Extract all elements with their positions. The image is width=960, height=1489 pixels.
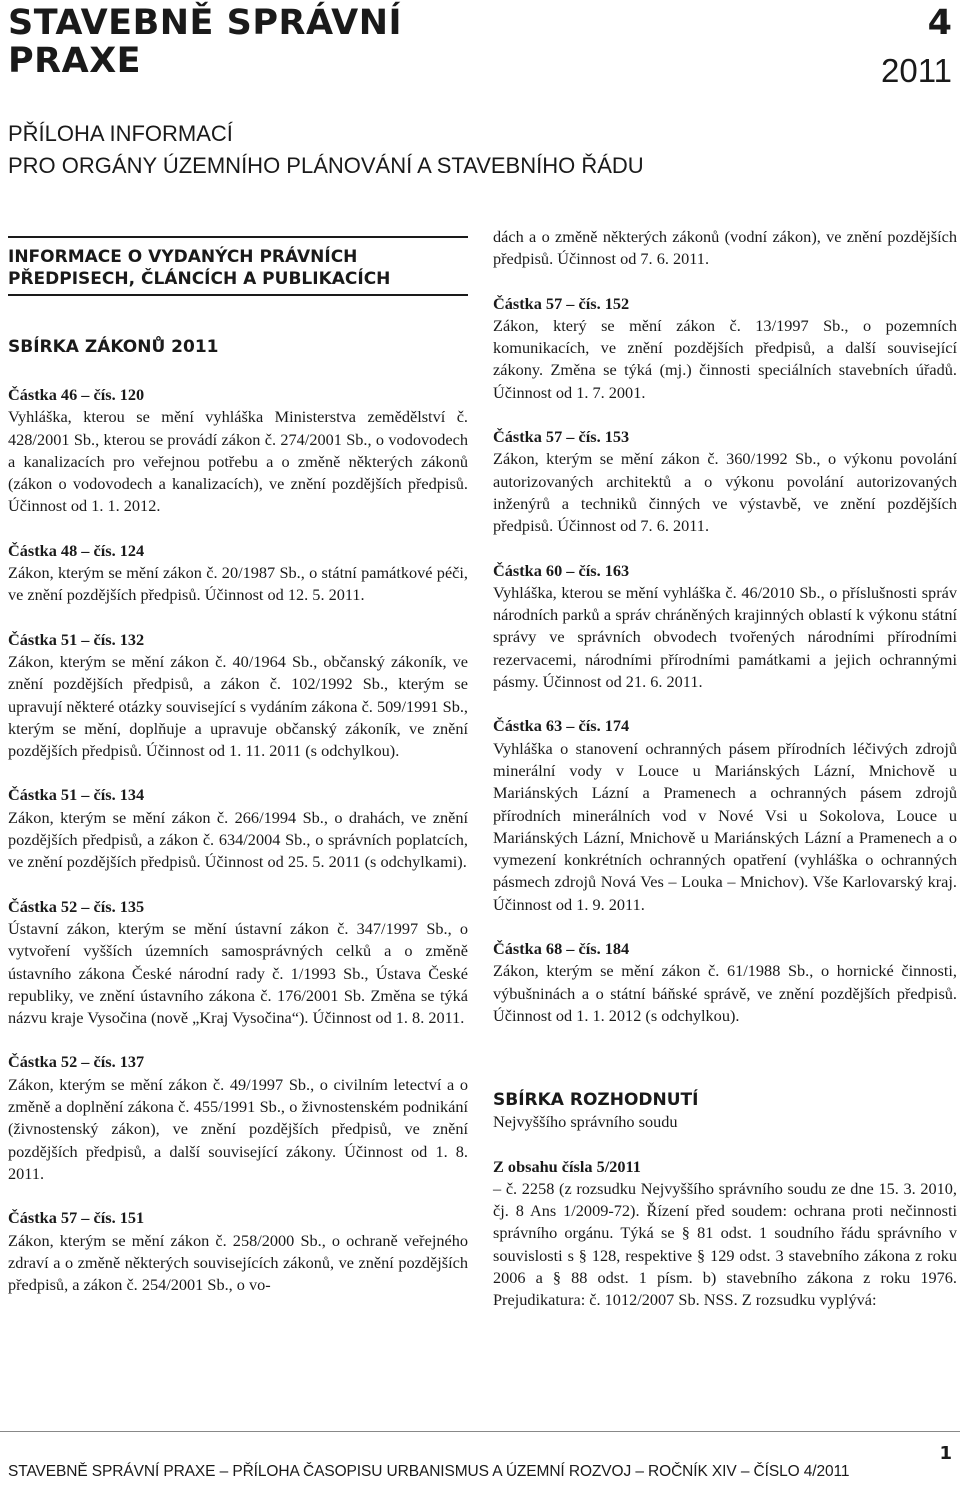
- box-heading-line1: INFORMACE O VYDANÝCH PRÁVNÍCH: [8, 247, 358, 267]
- subtitle-line1: PŘÍLOHA INFORMACÍ: [8, 121, 233, 146]
- entry-heading: Částka 51 – čís. 134: [8, 785, 145, 805]
- entry: [8, 1051, 468, 1185]
- entry: [8, 384, 468, 518]
- entry: [493, 1156, 957, 1312]
- entry: [493, 426, 957, 537]
- entry-body: Zákon, kterým se mění zákon č. 49/1997 Sb., o civilním letectví a o změně a doplnění zákona č. 455/1991 Sb., o živnostenském podnikání (živnostenský zákon), ve znění pozdějších předpisů, ve znění pozdějších předpisů, a další související zákony. Účinnost od 1. 8. 2011.: [8, 1074, 468, 1183]
- entry-heading: Z obsahu čísla 5/2011: [493, 1156, 641, 1176]
- entry: [493, 560, 957, 694]
- page-number: 1: [939, 1443, 952, 1464]
- entry: [8, 629, 468, 763]
- section-heading-sbirka-rozhodnuti: SBÍRKA ROZHODNUTÍ: [493, 1090, 699, 1111]
- entry-heading: Částka 48 – čís. 124: [8, 540, 145, 560]
- entry-body: Zákon, kterým se mění zákon č. 40/1964 Sb., občanský zákoník, ve znění pozdějších předpisů, a zákon č. 102/1992 Sb., kterým se upravují některé otázky související s vydáním zákona č. 509/1991 Sb., kterým se mění, doplňuje a upravuje občanský zákoník, ve znění pozdějších předpisů. Účinnost od 1. 11. 2011 (s odchylkou).: [8, 651, 468, 761]
- masthead-subtitle: [8, 118, 644, 182]
- entry: [8, 540, 468, 607]
- subtitle-line2: PRO ORGÁNY ÚZEMNÍHO PLÁNOVÁNÍ A STAVEBNÍHO ŘÁDU: [8, 153, 644, 178]
- masthead-title-line2: PRAXE: [8, 41, 142, 81]
- masthead-title-line1: STAVEBNĚ SPRÁVNÍ: [8, 3, 403, 43]
- entry-body: Zákon, kterým se mění zákon č. 20/1987 Sb., o státní památkové péči, ve znění pozdějších předpisů. Účinnost od 12. 5. 2011.: [8, 563, 468, 605]
- footer-rule: [0, 1431, 960, 1432]
- continuation-text: dách a o změně některých zákonů (vodní zákon), ve znění pozdějších předpisů. Účinnost od 7. 6. 2011.: [493, 227, 957, 269]
- issue-year: 2011: [881, 52, 952, 89]
- entry-body: Zákon, kterým se mění zákon č. 266/1994 Sb., o drahách, ve znění pozdějších předpisů, a zákon č. 634/2004 Sb., o správních poplatcích, ve znění pozdějších předpisů. Účinnost od 25. 5. 2011 (s odchylkami).: [8, 807, 468, 872]
- entry-heading: Částka 51 – čís. 132: [8, 629, 145, 649]
- entry-body: Vyhláška, kterou se mění vyhláška č. 46/2010 Sb., o příslušnosti správ národních parků a správ chráněných krajinných oblastí k výkonu státní správy ve správních obvodech tvořených národními přírodními rezervacemi, národními přírodními památkami a jejich ochrannými pásmy. Účinnost od 21. 6. 2011.: [493, 582, 957, 692]
- entry-heading: Částka 57 – čís. 153: [493, 427, 630, 447]
- left-column: [8, 236, 468, 1296]
- right-column: [493, 226, 957, 1312]
- entry: [8, 1207, 468, 1296]
- entry-heading: Částka 52 – čís. 137: [8, 1052, 145, 1072]
- section-subheading: Nejvyššího správního soudu: [493, 1112, 678, 1132]
- entry-heading: Částka 57 – čís. 152: [493, 293, 630, 313]
- box-heading-line2: PŘEDPISECH, ČLÁNCÍCH A PUBLIKACÍCH: [8, 269, 391, 289]
- entry-body: Ústavní zákon, kterým se mění ústavní zákon č. 347/1997 Sb., o vytvoření vyšších územních samosprávných celků a o změně ústavního zákona České národní rady č. 1/1993 Sb., Ústava České republiky, ve znění ústavního zákona č. 176/2001 Sb. Změna se týká názvu kraje Vysočina (nově „Kraj Vysočina“). Účinnost od 1. 8. 2011.: [8, 918, 468, 1028]
- entry-body: Zákon, kterým se mění zákon č. 258/2000 Sb., o ochraně veřejného zdraví a o změně některých souvisejících zákonů, ve znění pozdějších předpisů, a zákon č. 254/2001 Sb., o vo-: [8, 1230, 468, 1295]
- entry: [493, 938, 957, 1027]
- entry-heading: Částka 52 – čís. 135: [8, 896, 145, 916]
- entry-body: – č. 2258 (z rozsudku Nejvyššího správního soudu ze dne 15. 3. 2010, čj. 8 Ans 1/2009-72). Řízení před soudem: ochrana proti nečinnosti správního orgánu. Týká se § 81 odst. 1 soudního řádu správního v souvislosti s § 128, respektive § 129 odst. 3 stavebního zákona z roku 2006 a § 88 odst. 1 písm. b) stavebního zákona z roku 1976. Prejudikatura: č. 1012/2007 Sb. NSS. Z rozsudku vyplývá:: [493, 1178, 957, 1310]
- entry: [493, 293, 957, 404]
- entry: [8, 784, 468, 873]
- entry: [8, 896, 468, 1030]
- box-heading: [8, 236, 468, 296]
- entry-heading: Částka 68 – čís. 184: [493, 939, 630, 959]
- entry-body: Zákon, kterým se mění zákon č. 360/1992 Sb., o výkonu povolání autorizovaných architektů a o výkonu povolání autorizovaných inženýrů a techniků činných ve výstavbě, ve znění pozdějších předpisů. Účinnost od 7. 6. 2011.: [493, 449, 957, 536]
- entry-body: Vyhláška o stanovení ochranných pásem přírodních léčivých zdrojů minerální vody v Louce u Mariánských Lázní, Mnichově u Mariánských Lázní a Pramenech a ochranných pásem zdrojů přírodních minerálních vod v Nové Vsi u Sokolova, Louce u Mariánských Lázní, Mnichově u Mariánských Lázní a Pramenech a o vymezení konkrétních ochranných opatření (vyhláška o ochranných pásmech zdrojů Nová Ves – Louka – Mnichov). Vše Karlovarský kraj. Účinnost od 1. 9. 2011.: [493, 738, 957, 914]
- entry-heading: Částka 63 – čís. 174: [493, 716, 630, 736]
- issue-number: 4: [927, 3, 952, 43]
- entry-body: Zákon, kterým se mění zákon č. 61/1988 Sb., o hornické činnosti, výbušninách a o státní báňské správě, ve znění pozdějších předpisů. Účinnost od 1. 1. 2012 (s odchylkou).: [493, 961, 957, 1025]
- entry: [493, 715, 957, 916]
- masthead-title: [8, 4, 402, 80]
- entry-heading: Částka 60 – čís. 163: [493, 560, 630, 580]
- footer-text: STAVEBNĚ SPRÁVNÍ PRAXE – PŘÍLOHA ČASOPISU URBANISMUS A ÚZEMNÍ ROZVOJ – ROČNÍK XIV – ČÍSLO 4/2011: [8, 1463, 850, 1480]
- section-heading-sbirka-zakonu: SBÍRKA ZÁKONŮ 2011: [8, 337, 219, 357]
- entry-body: Vyhláška, kterou se mění vyhláška Ministerstva zemědělství č. 428/2001 Sb., kterou se provádí zákon č. 274/2001 Sb., o vodovodech a kanalizacích pro veřejnou potřebu a o změně některých zákonů (zákon o vodovodech a kanalizacích), ve znění pozdějších předpisů. Účinnost od 1. 1. 2012.: [8, 407, 468, 516]
- entry-heading: Částka 46 – čís. 120: [8, 385, 145, 404]
- entry-body: Zákon, který se mění zákon č. 13/1997 Sb., o pozemních komunikacích, ve znění pozdějších předpisů, a další související zákony. Změna se týká (mj.) činnosti speciálních stavebních úřadů. Účinnost od 1. 7. 2001.: [493, 315, 957, 402]
- entry-heading: Částka 57 – čís. 151: [8, 1208, 145, 1228]
